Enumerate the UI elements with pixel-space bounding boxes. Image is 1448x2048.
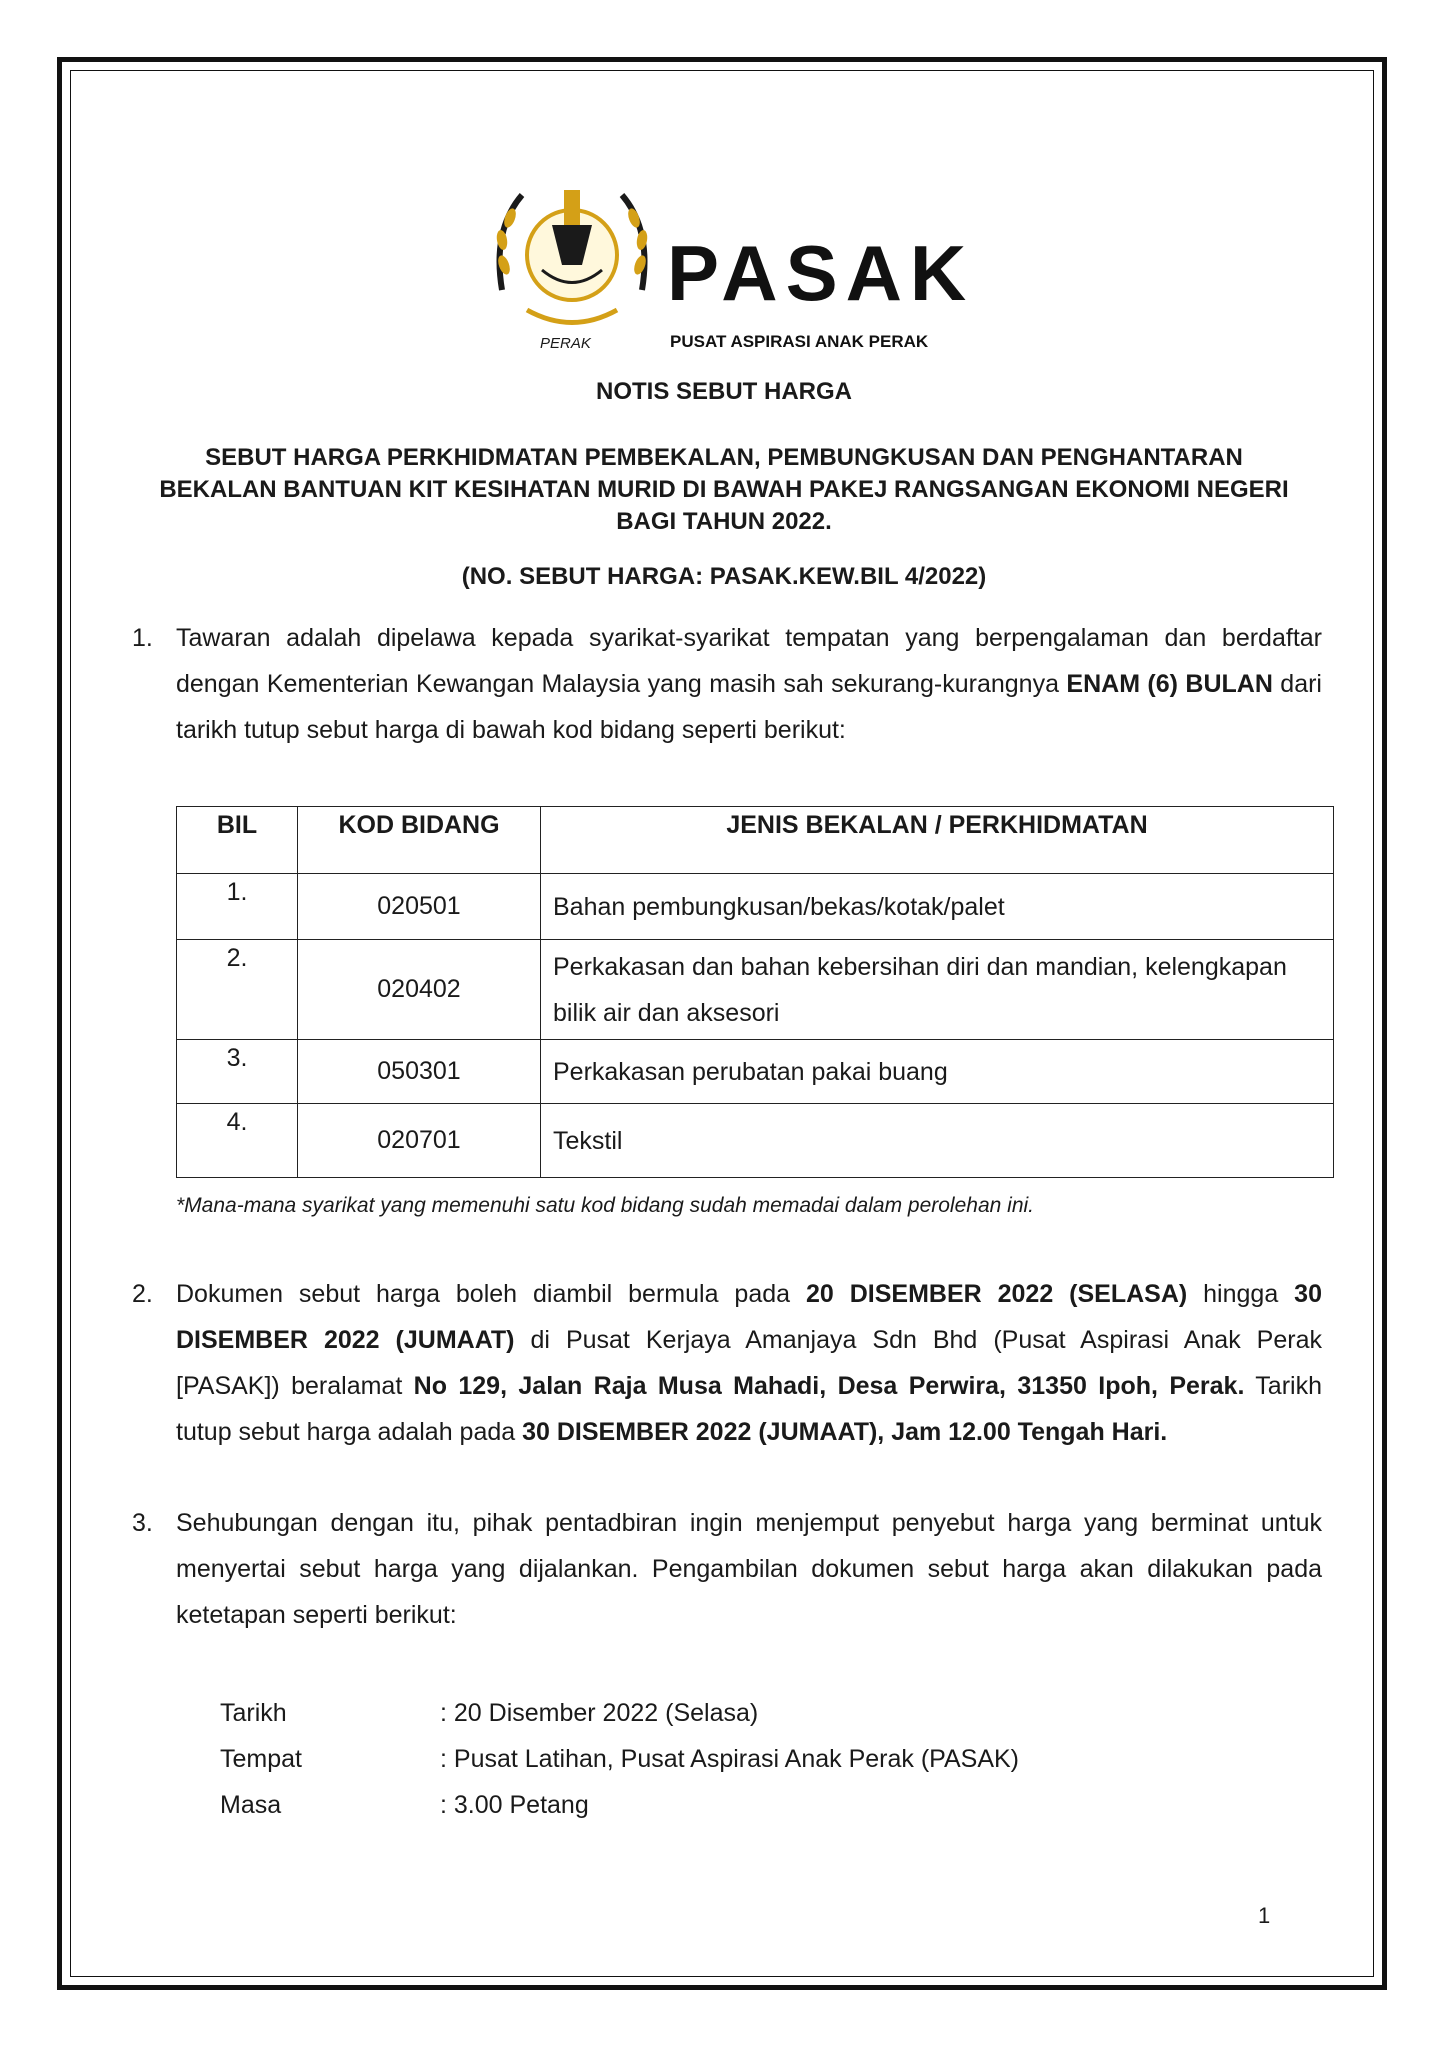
table-row: 2. 020402 Perkakasan dan bahan kebersihan diri dan mandian, kelengkapan bilik air dan aksesori <box>177 940 1334 1040</box>
para-2: Dokumen sebut harga boleh diambil bermula pada 20 DISEMBER 2022 (SELASA) hingga 30 DISEMBER 2022 (JUMAAT) di Pusat Kerjaya Amanjaya Sdn Bhd (Pusat Aspirasi Anak Perak [PASAK]) beralamat No 129, Jalan Raja Musa Mahadi, Desa Perwira, 31350 Ipoh, Perak. Tarikh tutup sebut harga adalah pada 30 DISEMBER 2022 (JUMAAT), Jam 12.00 Tengah Hari. <box>176 1280 1322 1446</box>
brand-name: PASAK <box>667 229 975 317</box>
page-number: 1 <box>1258 1903 1271 1928</box>
perak-crest-icon <box>495 190 648 352</box>
header-bil: BIL <box>177 807 298 874</box>
quotation-reference: (NO. SEBUT HARGA: PASAK.KEW.BIL 4/2022) <box>461 563 987 590</box>
para-1-number: 1. <box>132 624 153 652</box>
svg-text:PERAK: PERAK <box>540 335 591 352</box>
table-footnote: *Mana-mana syarikat yang memenuhi satu kod bidang sudah memadai dalam perolehan ini. <box>176 1194 1034 1217</box>
header-jenis: JENIS BEKALAN / PERKHIDMATAN <box>541 807 1334 874</box>
table-row: 3. 050301 Perkakasan perubatan pakai buang <box>177 1040 1334 1104</box>
para-3-number: 3. <box>132 1509 153 1537</box>
brand-tagline: PUSAT ASPIRASI ANAK PERAK <box>670 332 929 351</box>
header-kod-bidang: KOD BIDANG <box>298 807 541 874</box>
notice-subject: SEBUT HARGA PERKHIDMATAN PEMBEKALAN, PEMBUNGKUSAN DAN PENGHANTARAN BEKALAN BANTUAN KIT KESIHATAN MURID DI BAWAH PAKEJ RANGSANGAN EKONOMI NEGERI BAGI TAHUN 2022. <box>159 444 1289 535</box>
table-row: 4. 020701 Tekstil <box>177 1104 1334 1178</box>
field-code-table <box>176 806 1334 1178</box>
para-1: Tawaran adalah dipelawa kepada syarikat-syarikat tempatan yang berpengalaman dan berdaftar dengan Kementerian Kewangan Malaysia yang masih sah sekurang-kurangnya ENAM (6) BULAN dari tarikh tutup sebut harga di bawah kod bidang seperti berikut: <box>176 624 1322 744</box>
table-header-row <box>177 807 1334 874</box>
notice-heading: NOTIS SEBUT HARGA <box>595 378 852 405</box>
table-row: 1. 020501 Bahan pembungkusan/bekas/kotak/palet <box>177 874 1334 940</box>
pasak-logo <box>482 170 982 355</box>
para-3: Sehubungan dengan itu, pihak pentadbiran ingin menjemput penyebut harga yang berminat untuk menyertai sebut harga yang dijalankan. Pengambilan dokumen sebut harga akan dilakukan pada ketetapan seperti berikut: <box>176 1509 1322 1629</box>
para-2-number: 2. <box>132 1280 153 1308</box>
